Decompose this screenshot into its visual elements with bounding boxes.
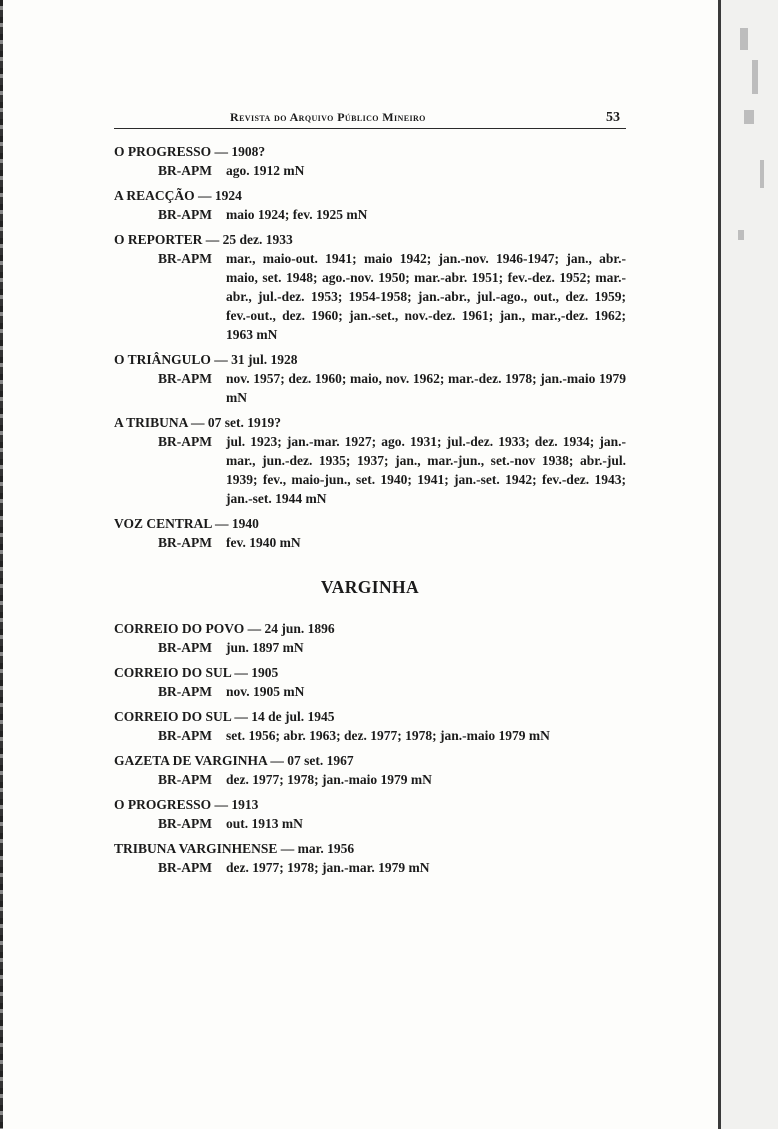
- page-left-edge: [0, 0, 3, 1129]
- list-item: [114, 795, 626, 833]
- holdings-text: jul. 1923; jan.-mar. 1927; ago. 1931; jul.-dez. 1933; dez. 1934; jan.-mar., jun.-dez. 1935; 1937; jan., mar.-jun., set.-nov 1938; abr.-jul. 1939; fev., maio-jun., set. 1940; 1941; jan.-set. 1942; fev.-dez. 1943; jan.-set. 1944 mN: [226, 434, 626, 506]
- gutter-mark: [738, 230, 744, 240]
- newspaper-title: A TRIBUNA — 07 set. 1919?: [114, 415, 282, 430]
- holdings-text: dez. 1977; 1978; jan.-maio 1979 mN: [226, 772, 432, 787]
- library-code: BR-APM: [158, 207, 212, 222]
- holdings-text: ago. 1912 mN: [226, 163, 305, 178]
- holdings-text: dez. 1977; 1978; jan.-mar. 1979 mN: [226, 860, 430, 875]
- gutter-shadow-line: [718, 0, 721, 1129]
- gutter-mark: [744, 110, 754, 124]
- library-code: BR-APM: [158, 371, 212, 386]
- library-code: BR-APM: [158, 728, 212, 743]
- newspaper-title: O REPORTER — 25 dez. 1933: [114, 232, 293, 247]
- newspaper-title: A REACÇÃO — 1924: [114, 188, 242, 203]
- gutter-mark: [760, 160, 764, 188]
- gutter-mark: [740, 28, 748, 50]
- list-item: [114, 514, 626, 552]
- library-code: BR-APM: [158, 816, 212, 831]
- newspaper-title: GAZETA DE VARGINHA — 07 set. 1967: [114, 753, 354, 768]
- list-item: [114, 663, 626, 701]
- list-item: [114, 186, 626, 224]
- list-item: [114, 707, 626, 745]
- list-item: [114, 413, 626, 508]
- newspaper-title: CORREIO DO POVO — 24 jun. 1896: [114, 621, 335, 636]
- holdings-text: fev. 1940 mN: [226, 535, 301, 550]
- holdings-text: nov. 1957; dez. 1960; maio, nov. 1962; mar.-dez. 1978; jan.-maio 1979 mN: [226, 371, 626, 405]
- library-code: BR-APM: [158, 772, 212, 787]
- holdings-text: set. 1956; abr. 1963; dez. 1977; 1978; jan.-maio 1979 mN: [226, 728, 550, 743]
- page-gutter: [718, 0, 778, 1129]
- library-code: BR-APM: [158, 251, 212, 266]
- gutter-mark: [752, 60, 758, 94]
- newspaper-title: TRIBUNA VARGINHENSE — mar. 1956: [114, 841, 355, 856]
- library-code: BR-APM: [158, 640, 212, 655]
- newspaper-title: O PROGRESSO — 1908?: [114, 144, 266, 159]
- newspaper-title: CORREIO DO SUL — 1905: [114, 665, 279, 680]
- list-item: [114, 751, 626, 789]
- running-title: Revista do Arquivo Público Mineiro: [230, 110, 426, 124]
- holdings-text: out. 1913 mN: [226, 816, 303, 831]
- page-body: [114, 142, 626, 883]
- list-item: [114, 230, 626, 344]
- list-item: [114, 619, 626, 657]
- library-code: BR-APM: [158, 163, 212, 178]
- running-header: [114, 108, 626, 129]
- holdings-text: nov. 1905 mN: [226, 684, 305, 699]
- library-code: BR-APM: [158, 434, 212, 449]
- newspaper-title: VOZ CENTRAL — 1940: [114, 516, 259, 531]
- holdings-text: mar., maio-out. 1941; maio 1942; jan.-nov. 1946-1947; jan., abr.-maio, set. 1948; ago.-nov. 1950; mar.-abr. 1951; fev.-dez. 1952; mar.-abr., jul.-dez. 1953; 1954-1958; jan.-abr., jul.-ago., out., dez. 1959; fev.-out., dez. 1960; jan.-set., nov.-dez. 1961; jan., mar.,-dez. 1962; 1963 mN: [226, 251, 626, 342]
- newspaper-title: O TRIÂNGULO — 31 jul. 1928: [114, 352, 298, 367]
- library-code: BR-APM: [158, 684, 212, 699]
- holdings-text: jun. 1897 mN: [226, 640, 304, 655]
- section-heading: VARGINHA: [320, 577, 420, 597]
- newspaper-title: CORREIO DO SUL — 14 de jul. 1945: [114, 709, 335, 724]
- list-item: [114, 350, 626, 407]
- holdings-text: maio 1924; fev. 1925 mN: [226, 207, 368, 222]
- list-item: [114, 839, 626, 877]
- newspaper-title: O PROGRESSO — 1913: [114, 797, 259, 812]
- list-item: [114, 142, 626, 180]
- page-number: 53: [606, 110, 620, 125]
- library-code: BR-APM: [158, 535, 212, 550]
- library-code: BR-APM: [158, 860, 212, 875]
